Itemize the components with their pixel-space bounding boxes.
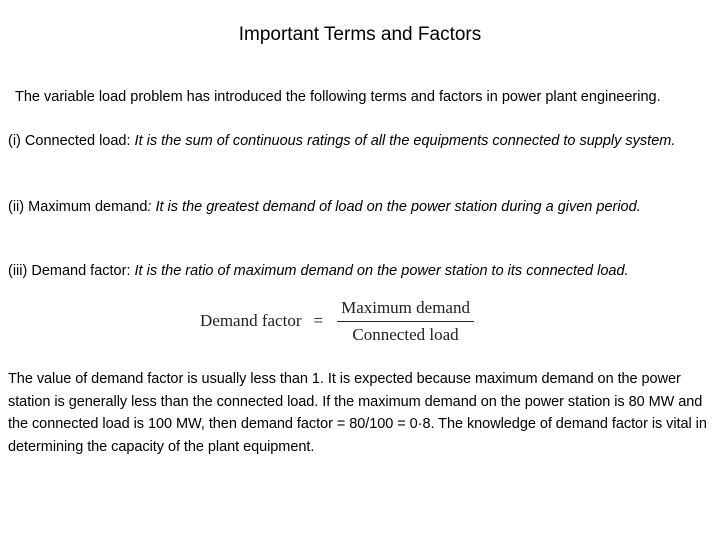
term-maximum-demand	[8, 196, 713, 219]
formula-equals: =	[313, 311, 324, 330]
term-demand-factor	[8, 260, 713, 283]
term-definition: It is the ratio of maximum demand on the power station to its connected load.	[130, 263, 629, 279]
term-label: (iii) Demand factor:	[8, 263, 131, 279]
term-label: (i) Connected load:	[8, 133, 131, 149]
intro-paragraph: The variable load problem has introduced the following terms and factors in power plant engineering.	[15, 89, 661, 105]
outro-paragraph: The value of demand factor is usually less than 1. It is expected because maximum demand on the power station is generally less than the connected load. If the maximum demand on the power station is 80 MW and the connected load is 100 MW, then demand factor = 80/100 = 0·8. The knowledge of demand factor is vital in determining the capacity of the plant equipment.	[8, 371, 707, 455]
term-connected-load	[8, 130, 713, 153]
formula-lhs: Demand factor	[200, 311, 302, 330]
term-label: (ii) Maximum demand	[8, 199, 148, 215]
term-definition: : It is the greatest demand of load on the power station during a given period.	[147, 199, 641, 215]
term-definition: It is the sum of continuous ratings of all the equipments connected to supply system.	[130, 133, 676, 149]
formula-numerator: Maximum demand	[341, 297, 470, 317]
demand-factor-formula	[200, 296, 474, 346]
formula-denominator: Connected load	[352, 324, 459, 344]
page-title: Important Terms and Factors	[238, 24, 482, 45]
formula-fraction	[337, 298, 474, 345]
